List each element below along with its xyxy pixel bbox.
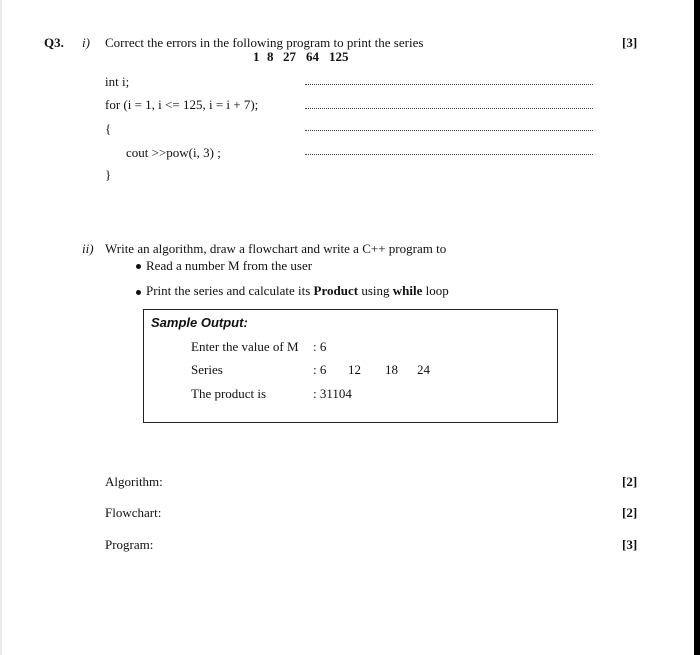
output-row-value: : 6 (313, 362, 327, 377)
part-i-marks: [3] (622, 35, 638, 50)
code-line: int i; (105, 74, 130, 89)
part-ii-instruction: Write an algorithm, draw a flowchart and write a C++ program to (105, 241, 447, 256)
bullet-icon (136, 264, 141, 269)
output-series-term: 18 (385, 362, 398, 377)
output-row-label: The product is (191, 386, 267, 401)
left-edge-shadow (0, 0, 2, 655)
code-line: } (105, 167, 112, 182)
code-line: { (105, 121, 112, 136)
section-flowchart-label: Flowchart: (105, 505, 162, 520)
output-series-term: 12 (348, 362, 361, 377)
part-i-instruction: Correct the errors in the following program to print the series (105, 35, 424, 50)
answer-line (305, 108, 593, 109)
section-program-marks: [3] (622, 537, 638, 552)
series-term: 27 (283, 49, 296, 64)
answer-line (305, 130, 593, 131)
output-row-value: : 31104 (313, 386, 352, 401)
output-row-value: : 6 (313, 339, 327, 354)
right-edge-border (694, 0, 700, 655)
sample-output-heading: Sample Output: (151, 315, 248, 330)
answer-line (305, 154, 593, 155)
series-term: 8 (267, 49, 274, 64)
section-flowchart-marks: [2] (622, 505, 638, 520)
series-term: 125 (329, 49, 349, 64)
section-algorithm-marks: [2] (622, 474, 638, 489)
question-number: Q3. (44, 35, 64, 50)
answer-line (305, 84, 593, 85)
section-algorithm-label: Algorithm: (105, 474, 163, 489)
series-term: 1 (253, 49, 260, 64)
section-program-label: Program: (105, 537, 154, 552)
code-line: for (i = 1, i <= 125, i = i + 7); (105, 97, 259, 112)
output-series-term: 24 (417, 362, 430, 377)
bullet-icon (136, 290, 141, 295)
output-row-label: Enter the value of M (191, 339, 299, 354)
part-ii-label: ii) (82, 241, 94, 256)
series-term: 64 (306, 49, 319, 64)
part-i-label: i) (82, 35, 90, 50)
output-row-label: Series (191, 362, 223, 377)
bullet-read-m: Read a number M from the user (146, 258, 313, 273)
bullet-print-series: Print the series and calculate its Product using while loop (146, 283, 449, 298)
code-line: cout >>pow(i, 3) ; (126, 145, 221, 160)
